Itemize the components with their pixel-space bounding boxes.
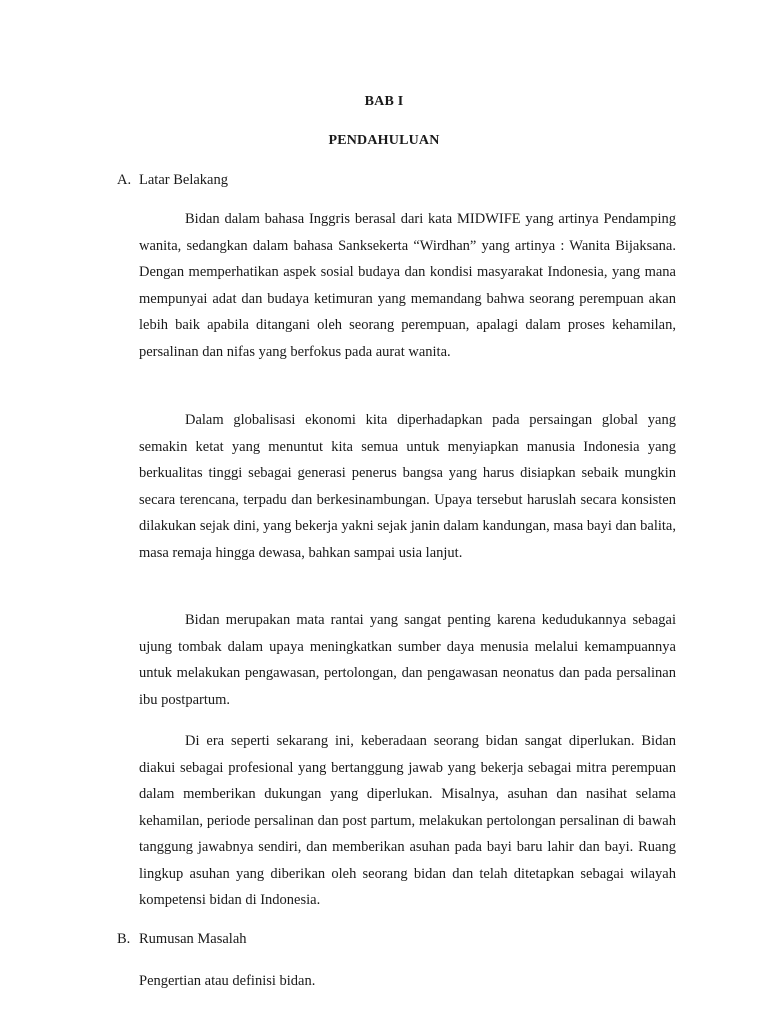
chapter-heading: BAB I — [364, 94, 404, 109]
paragraph: Di era seperti sekarang ini, keberadaan seorang bidan sangat diperlukan. Bidan diakui sebagai profesional yang bertanggung jawab yang bekerja sebagai mitra perempuan dalam memberikan dukungan yang diperlukan. Misalnya, asuhan dan nasihat selama kehamilan, periode persalinan dan post partum, melakukan pertolongan persalinan di bawah tanggung jawabnya sendiri, dan memberikan asuhan pada bayi baru lahir dan bayi. Ruang lingkup asuhan yang diberikan oleh seorang bidan dan telah ditetapkan sebagai wilayah kompetensi bidan di Indonesia. — [139, 733, 676, 908]
paragraph: Bidan dalam bahasa Inggris berasal dari kata MIDWIFE yang artinya Pendamping wanita, sedangkan dalam bahasa Sanksekerta “Wirdhan” yang artinya : Wanita Bijaksana. Dengan memperhatikan aspek sosial budaya dan kondisi masyarakat Indonesia, yang mana mempunyai adat dan budaya ketimuran yang memandang bahwa seorang perempuan akan lebih baik apabila ditangani oleh seorang perempuan, apalagi dalam proses kehamilan, persalinan dan nifas yang berfokus pada aurat wanita. — [139, 211, 676, 360]
chapter-title: PENDAHULUAN — [328, 133, 440, 148]
paragraph: Bidan merupakan mata rantai yang sangat penting karena kedudukannya sebagai ujung tombak dalam upaya meningkatkan sumber daya menusia melalui kemampuannya untuk melakukan pengawasan, pertolongan, dan pengawasan neonatus dan pada persalinan ibu postpartum. — [139, 612, 676, 708]
section-heading-latar-belakang — [117, 172, 228, 189]
section-marker: A. — [117, 172, 132, 188]
section-heading-rumusan-masalah — [117, 931, 247, 948]
section-title: Latar Belakang — [139, 172, 228, 188]
paragraph: Pengertian atau definisi bidan. — [139, 973, 316, 989]
paragraph: Dalam globalisasi ekonomi kita diperhadapkan pada persaingan global yang semakin ketat yang menuntut kita semua untuk menyiapkan manusia Indonesia yang berkualitas tinggi sebagai generasi penerus bangsa yang harus disiapkan sebaik mungkin secara terencana, terpadu dan berkesinambungan. Upaya tersebut haruslah secara konsisten dilakukan sejak dini, yang bekerja yakni sejak janin dalam kandungan, masa bayi dan balita, masa remaja hingga dewasa, bahkan sampai usia lanjut. — [139, 412, 676, 561]
section-title: Rumusan Masalah — [139, 931, 247, 947]
section-marker: B. — [117, 931, 131, 947]
